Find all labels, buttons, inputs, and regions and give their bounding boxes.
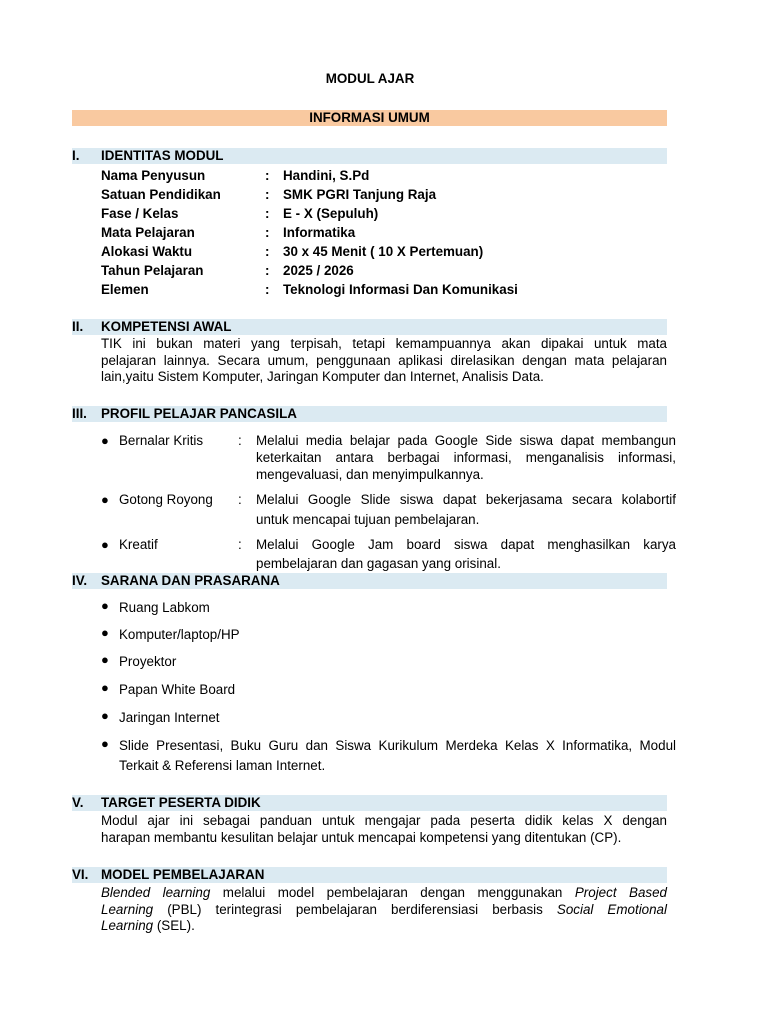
description-line: pembelajaran dan gagasan yang orisinal. <box>256 556 501 571</box>
section-number: II. <box>72 319 84 334</box>
italic-term: Blended learning <box>101 885 211 900</box>
identity-key: Satuan Pendidikan <box>101 187 221 202</box>
section-title: KOMPETENSI AWAL <box>101 319 232 334</box>
paragraph-line: lain,yaitu Sistem Komputer, Jaringan Komputer dan Internet, Analisis Data. <box>101 369 544 384</box>
section-number: IV. <box>72 573 88 588</box>
list-item-text <box>119 736 676 776</box>
section-header-identitas <box>72 148 667 164</box>
paragraph-line: pelajaran lainnya. Secara umum, penggunaan aplikasi direlasikan dengan mata pelajaran <box>101 352 667 368</box>
model-paragraph <box>101 885 667 935</box>
italic-term: Learning <box>101 901 154 917</box>
list-item-text: Ruang Labkom <box>119 600 210 615</box>
italic-term: Social Emotional <box>556 901 667 917</box>
description-line: Melalui Google Jam board siswa dapat menghasilkan karya <box>256 537 676 552</box>
section-number: I. <box>72 148 80 163</box>
identity-colon: : <box>265 244 270 259</box>
identity-key: Elemen <box>101 282 149 297</box>
identity-key: Fase / Kelas <box>101 206 179 221</box>
paragraph-line: harapan membantu kesulitan belajar untuk mencapai kompetensi yang ditentukan (CP). <box>101 829 622 845</box>
list-item-text: Jaringan Internet <box>119 710 220 725</box>
identity-row <box>101 204 671 223</box>
section-number: VI. <box>72 867 89 882</box>
bullet-icon: ● <box>101 736 109 751</box>
identity-key: Tahun Pelajaran <box>101 263 204 278</box>
identity-value: Informatika <box>283 225 356 240</box>
profil-description <box>256 490 676 530</box>
text-run: (SEL). <box>153 918 195 933</box>
bullet-icon: ● <box>101 652 109 667</box>
profil-key: Kreatif <box>119 537 158 552</box>
identity-value: SMK PGRI Tanjung Raja <box>283 187 437 202</box>
identity-row <box>101 242 671 261</box>
text-run: melalui model pembelajaran dengan menggunakan <box>210 885 575 900</box>
section-number: III. <box>72 406 87 421</box>
identity-colon: : <box>265 206 270 221</box>
identity-row <box>101 185 671 204</box>
document-title: MODUL AJAR <box>325 71 415 86</box>
bullet-icon: ● <box>101 708 109 723</box>
identity-colon: : <box>265 168 270 183</box>
target-paragraph <box>101 813 667 846</box>
section-banner-informasi-umum: INFORMASI UMUM <box>72 110 667 126</box>
bullet-icon: ● <box>101 537 109 552</box>
identity-colon: : <box>265 263 270 278</box>
paragraph-line <box>101 918 667 935</box>
profil-description <box>256 432 676 483</box>
kompetensi-paragraph <box>101 336 667 386</box>
bullet-icon: ● <box>101 680 109 695</box>
text-run: (PBL) terintegrasi pembelajaran berdiferensiasi berbasis <box>153 901 557 917</box>
italic-term: Learning <box>101 918 154 933</box>
identity-colon: : <box>265 225 270 240</box>
section-header-model <box>72 867 667 883</box>
bullet-icon: ● <box>101 625 109 640</box>
identity-colon: : <box>265 282 270 297</box>
section-header-target <box>72 795 667 811</box>
profil-key: Bernalar Kritis <box>119 433 204 448</box>
section-header-sarana <box>72 573 667 589</box>
description-line: untuk mencapai tujuan pembelajaran. <box>256 512 480 527</box>
identity-value: Handini, S.Pd <box>283 168 370 183</box>
profil-description <box>256 535 676 573</box>
identity-row <box>101 166 671 185</box>
section-number: V. <box>72 795 84 810</box>
paragraph-line: TIK ini bukan materi yang terpisah, tetapi kemampuannya akan dipakai untuk mata <box>101 336 667 351</box>
list-item-text: Komputer/laptop/HP <box>119 627 240 642</box>
identity-key: Alokasi Waktu <box>101 244 193 259</box>
section-title: IDENTITAS MODUL <box>101 148 224 163</box>
identity-row <box>101 261 671 280</box>
list-item-line: Slide Presentasi, Buku Guru dan Siswa Kurikulum Merdeka Kelas X Informatika, Modul <box>119 738 676 753</box>
identity-value: 2025 / 2026 <box>283 263 354 278</box>
paragraph-line <box>101 885 667 902</box>
identity-row <box>101 223 671 242</box>
list-item-text: Proyektor <box>119 654 177 669</box>
identity-value: Teknologi Informasi Dan Komunikasi <box>283 282 518 297</box>
description-line: keterkaitan antara berbagai informasi, menganalisis informasi, <box>256 450 676 465</box>
list-item-line: Terkait & Referensi laman Internet. <box>119 758 326 773</box>
description-line: mengevaluasi, dan menyimpulkannya. <box>256 467 484 482</box>
description-line: Melalui media belajar pada Google Side siswa dapat membangun <box>256 433 676 448</box>
identity-key: Nama Penyusun <box>101 168 206 183</box>
list-item-text: Papan White Board <box>119 682 236 697</box>
paragraph-line: Modul ajar ini sebagai panduan untuk mengajar pada peserta didik kelas X dengan <box>101 813 667 828</box>
identity-value: 30 x 45 Menit ( 10 X Pertemuan) <box>283 244 484 259</box>
section-title: PROFIL PELAJAR PANCASILA <box>101 406 297 421</box>
identity-colon: : <box>265 187 270 202</box>
italic-term: Project Based <box>574 885 667 900</box>
profil-colon: : <box>238 492 242 507</box>
paragraph-line <box>101 902 667 919</box>
profil-key: Gotong Royong <box>119 492 213 507</box>
identity-key: Mata Pelajaran <box>101 225 195 240</box>
profil-colon: : <box>238 537 242 552</box>
section-title: SARANA DAN PRASARANA <box>101 573 280 588</box>
identity-row <box>101 280 671 299</box>
description-line: Melalui Google Slide siswa dapat bekerjasama secara kolabortif <box>256 492 676 507</box>
bullet-icon: ● <box>101 492 109 507</box>
profil-colon: : <box>238 433 242 448</box>
section-title: TARGET PESERTA DIDIK <box>101 795 261 810</box>
bullet-icon: ● <box>101 433 109 448</box>
section-header-kompetensi <box>72 319 667 335</box>
identity-value: E - X (Sepuluh) <box>283 206 379 221</box>
section-header-profil <box>72 406 667 422</box>
bullet-icon: ● <box>101 598 109 613</box>
section-title: MODEL PEMBELAJARAN <box>101 867 265 882</box>
